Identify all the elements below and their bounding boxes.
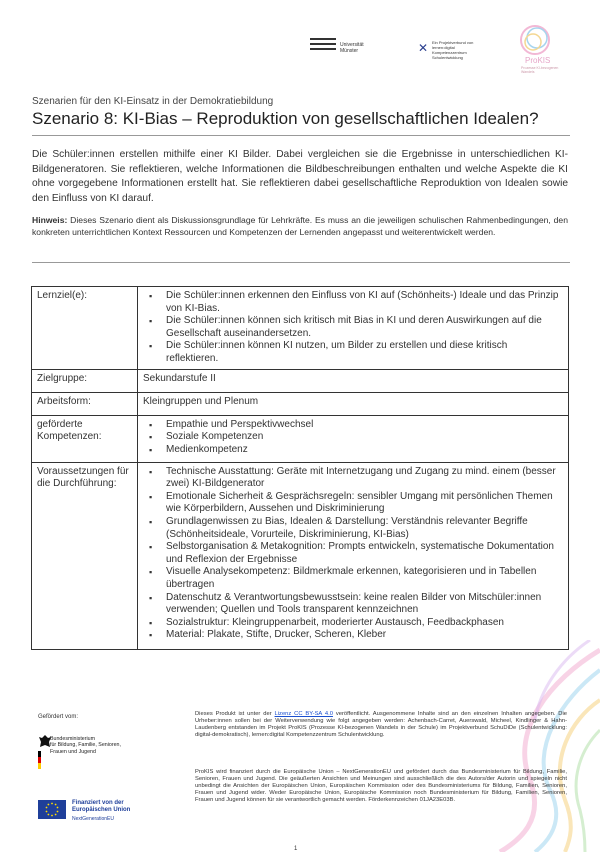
learning-goals-list xyxy=(143,290,562,366)
list-item: ▪ Die Schüler:innen können KI nutzen, um Bilder zu erstellen und diese kritisch reflektieren. xyxy=(161,340,562,365)
eu-logo xyxy=(38,800,178,830)
divider xyxy=(32,135,570,136)
row-content xyxy=(138,415,569,462)
lernen-digital-logo xyxy=(418,38,498,62)
table-row xyxy=(32,287,569,370)
header-logos xyxy=(0,34,600,74)
list-item: ▪ Selbstorganisation & Metakognition: Prompts entwickeln, systematische Dokumentation und Reflexion der Ergebnisse xyxy=(161,541,562,566)
prokis-swirl-icon xyxy=(505,16,565,56)
list-item: ▪ Emotionale Sicherheit & Gesprächsregeln: sensibler Umgang mit persönlichen Themen wie Körperbildern, Aussehen und Diskriminierung xyxy=(161,491,562,516)
row-label: Zielgruppe: xyxy=(32,369,138,392)
row-label: Arbeitsform: xyxy=(32,392,138,415)
university-emblem-icon xyxy=(310,38,336,56)
license-suffix: veröffentlicht. Ausgenommene Inhalte sind an den einzelnen Inhalten angegeben. Die Urheber:innen sollen bei der Weiterverwendung wie folgt angegeben werden: Achenbach-Carret, Auerswald, Micheel, Kindlinger & Hahn-Laudenberg entstanden im Projekt ProKIS (Prozesse KI-bezogenen Wandels in der Schule) im Projektverbund SchuDiDe (Schulentwicklung: digital-demokratisch), lernen:digital Kompetenzzentrum Schulentwicklung. xyxy=(195,711,567,738)
scenario-table xyxy=(31,286,569,650)
university-name: Universität Münster xyxy=(340,42,364,54)
bmfsfj-name: Bundesministerium für Bildung, Familie, Senioren, Frauen und Jugend xyxy=(50,736,121,755)
list-item: ▪ Datenschutz & Verantwortungsbewusstsein: keine realen Bilder von Mitschüler:innen verwenden; Quellen und Tools transparent kennzeichnen xyxy=(161,592,562,617)
eu-line-2: Europäischen Union xyxy=(72,807,131,813)
list-item: ▪ Soziale Kompetenzen xyxy=(161,431,562,444)
row-label: Voraussetzungen für die Durchführung: xyxy=(32,462,138,649)
page-subtitle: Szenarien für den KI-Einsatz in der Demokratiebildung xyxy=(32,96,274,107)
row-value: Kleingruppen und Plenum xyxy=(138,392,569,415)
funded-by-label: Gefördert vom: xyxy=(38,714,79,720)
hint-label: Hinweis: xyxy=(32,215,68,225)
license-link[interactable]: Lizenz CC BY-SA 4.0 xyxy=(274,711,333,717)
page-number: 1 xyxy=(294,846,298,852)
footer xyxy=(0,700,600,852)
table-row xyxy=(32,462,569,649)
page-title: Szenario 8: KI-Bias – Reproduktion von gesellschaftlichen Idealen? xyxy=(32,109,539,128)
row-content xyxy=(138,462,569,649)
prokis-name: ProKIS xyxy=(525,56,551,65)
table-row xyxy=(32,369,569,392)
funding-text: ProKIS wird finanziert durch die Europäische Union – NextGenerationEU und gefördert durch das Bundesministerium für Bildung, Familie, Senioren, Frauen und Jugend. Die geäußerten Ansichten und Meinungen sind ausschließlich die des Autors/der Autorin und spiegeln nicht unbedingt die Ansichten der Europäischen Union, Europäischen Kommission oder des Bundesministeriums für Bildung, Familien, Senioren, Frauen und Jugend wider. Weder Europäische Union, Europäische Kommission noch Bundesministerium für Bildung, Familien, Senioren, Frauen und Jugend können für sie verantwortlich gemacht werden. Förderkennzeichen 01JA23E03B. xyxy=(195,769,567,803)
german-flag-icon xyxy=(38,751,41,769)
list-item: ▪ Grundlagenwissen zu Bias, Idealen & Darstellung: Verständnis relevanter Begriffe (Schönheitsideale, Vorurteile, Diskriminierung, KI-Bias) xyxy=(161,516,562,541)
list-item: ▪ Medienkompetenz xyxy=(161,444,562,457)
row-content xyxy=(138,287,569,370)
list-item: ▪ Empathie und Perspektivwechsel xyxy=(161,419,562,432)
eu-flag-icon xyxy=(38,800,66,819)
university-logo xyxy=(310,34,390,62)
row-label: Lernziel(e): xyxy=(32,287,138,370)
list-item: ▪ Sozialstruktur: Kleingruppenarbeit, moderierter Austausch, Feedbackphasen xyxy=(161,617,562,630)
prokis-subtitle: Prozesse KI-bezogenen Wandels xyxy=(521,66,559,74)
license-prefix: Dieses Produkt ist unter der xyxy=(195,711,275,717)
prokis-logo xyxy=(505,16,565,76)
prerequisites-list xyxy=(143,466,562,642)
hint-paragraph xyxy=(32,214,568,238)
row-label: geförderte Kompetenzen: xyxy=(32,415,138,462)
eu-funding-label xyxy=(72,800,130,814)
lernen-digital-icon: ✕ xyxy=(418,41,429,55)
list-item: ▪ Technische Ausstattung: Geräte mit Internetzugang und Zugang zu mind. einem (besser zwei) KI-Bildgenerator xyxy=(161,466,562,491)
intro-paragraph: Die Schüler:innen erstellen mithilfe einer KI Bilder. Dabei vergleichen sie die Ergebnisse in unterschiedlichen KI-Bildgeneratoren. Sie reflektieren, welche Informationen die Bildbeschreibungen enthalten und welche Aspekte die KI ohne vorgegebene Informationen erstellt hat. Sie reflektieren dabei gesellschaftliche Reproduktion von Idealen sowie den Einfluss von KI darauf. xyxy=(32,149,568,204)
bmfsfj-logo xyxy=(38,734,158,774)
license-text xyxy=(195,711,567,739)
list-item: ▪ Die Schüler:innen können sich kritisch mit Bias in KI und deren Auswirkungen auf die Gesellschaft auseinandersetzen. xyxy=(161,315,562,340)
eu-subtitle: NextGenerationEU xyxy=(72,816,114,822)
eu-line-1: Finanziert von der xyxy=(72,800,124,806)
list-item: ▪ Die Schüler:innen erkennen den Einfluss von KI auf (Schönheits-) Ideale und das Prinzip von KI-Bias. xyxy=(161,290,562,315)
row-value: Sekundarstufe II xyxy=(138,369,569,392)
hint-text: Dieses Szenario dient als Diskussionsgrundlage für Lehrkräfte. Es muss an die jeweiligen schulischen Rahmenbedingungen, den konkreten unterrichtlichen Kontext Ressourcen und Kompetenzen der Lernenden angepasst und weiterentwickelt werden. xyxy=(32,215,568,237)
table-row xyxy=(32,415,569,462)
divider xyxy=(32,262,570,263)
list-item: ▪ Visuelle Analysekompetenz: Bildmerkmale erkennen, kategorisieren und in Tabellen übertragen xyxy=(161,566,562,591)
table-row xyxy=(32,392,569,415)
lernen-digital-name: Ein Projektverbund von lernen:digital Kompetenzzentrum Schulentwicklung xyxy=(432,40,474,60)
competencies-list xyxy=(143,419,562,457)
list-item: ▪ Material: Plakate, Stifte, Drucker, Scheren, Kleber xyxy=(161,629,562,642)
